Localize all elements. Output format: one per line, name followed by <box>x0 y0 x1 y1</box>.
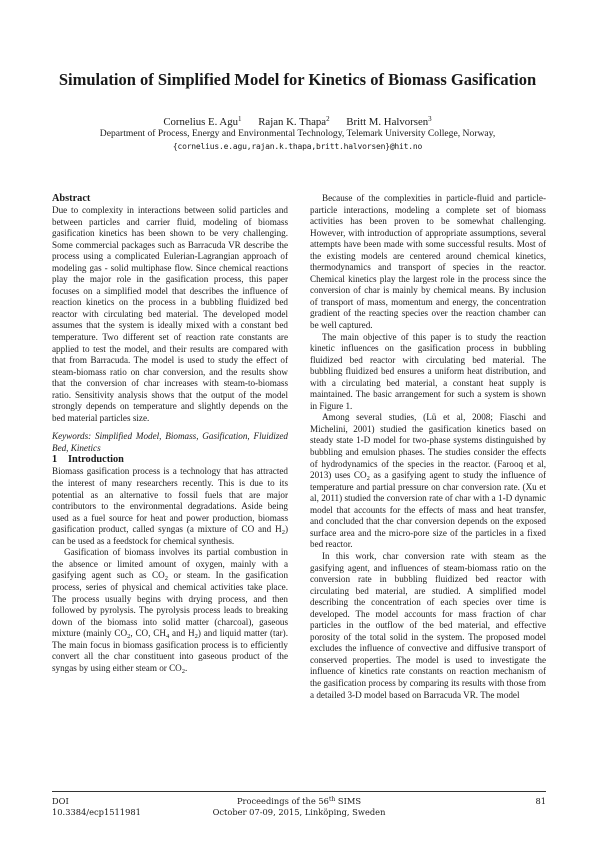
body-paragraph-4: In this work, char conversion rate with steam as the gasifying agent, and influences of steam-biomass ratio on the conversion rate in bubbling fluidized bed reactor with circulating bed material, are studied. A simplified model describing the concentration of each species over time is developed. The model accounts for mass fraction of char particles in the outflow of the bed material, and effective porosity of the total solid in the system. The proposed model excludes the influence of convective and diffusive transport of conserved properties. The model is used to investigate the influence of kinetics rate constants on reaction mechanism of the gasification process by comparing its results with those from a detailed 3-D model based on Barracuda VR. The model <box>310 550 546 700</box>
page-footer <box>52 791 546 822</box>
keywords: Keywords: Simplified Model, Biomass, Gasification, Fluidized Bed, Kinetics <box>52 431 288 453</box>
author-3: Britt M. Halvorsen$^3$ <box>346 115 432 128</box>
section-heading-introduction: 1 Introduction <box>52 454 124 466</box>
author-2: Rajan K. Thapa$^2$ <box>258 115 330 128</box>
footer-proceedings: Proceedings of the 56th SIMS October 07-09, 2015, Linköping, Sweden <box>212 796 386 817</box>
body-paragraph-2: The main objective of this paper is to study the reaction kinetic influences on the gasification process in bubbling fluidized bed reactor with circulating bed material. The bubbling fluidized bed ensures a uniform heat distribution, and with a circulating bed material, a constant heat supply is maintained. The basic arrangement for such a system is shown in Figure 1. <box>310 331 546 411</box>
body-paragraph-3: Among several studies, (Lü et al, 2008; Fiaschi and Michelini, 2001) studied the gasification kinetics based on steady state 1-D model for two-phase systems distinguished by bubbling and emulsion phases. The studies consider the effects of hydrodynamics of the species in the reactor. (Farooq et al, 2013) uses $CO_2$ as a gasifying agent to study the influence of temperature and partial pressure on char conversion rate. (Xu et al, 2011) studied the conversion rate of char with a 1-D dynamic model that accounts for the effects of mass and heat transfer, and concluded that the char conversion depends on the exposed surface area and the micro-pore size of the particles in a fixed bed reactor. <box>310 412 546 550</box>
affiliation: Department of Process, Energy and Environmental Technology, Telemark University College, Norway, <box>99 128 496 139</box>
left-column <box>52 193 288 674</box>
author-list <box>20 115 575 129</box>
right-column <box>310 193 546 701</box>
abstract-text: Due to complexity in interactions between solid particles and between particles and carrier fluid, modeling of biomass gasification kinetics has been shown to be very challenging. Some commercial packages such as Barracuda VR describe the process using a complicated Eulerian-Lagrangian approach of modeling gas - solid multiphase flow. Since chemical reactions play the major role in the gasification process, this paper focuses on a simplified model that describes the influence of reaction kinetics on the process in a bubbling fluidized bed reactor with circulating bed material. The developed model assumes that the system is ideally mixed with a constant bed temperature. Two different set of reaction rate constants are applied to test the model, and their results are compared with that from Barracuda. The model is used to study the effect of steam-biomass ratio on char conversion, and the results show that the conversion of char increases with steam-to-biomass ratio. Sensitivity analysis shows that the output of the model strongly depends on temperature and slightly depends on the bed material particles size. <box>52 205 288 423</box>
intro-paragraph-1: Biomass gasification process is a technology that has attracted the interest of many researchers recently. This is due to its potential as an alternative to fossil fuels that are major contributors to the environmental degradations. Aside being used as a fuel source for heat and power production, biomass gasification product, called syngas (a mixture of CO and $H_2$) can be used as a feedstock for chemical synthesis. <box>52 466 288 546</box>
author-emails: {cornelius.e.agu,rajan.k.thapa,britt.halvorsen}@hit.no <box>172 142 423 151</box>
body-paragraph-1: Because of the complexities in particle-fluid and particle-particle interactions, modeling a complete set of biomass activities has been proven to be somewhat challenging. However, with introduction of appropriate assumptions, several attempts have been made with some successful results. Most of the existing models are centered around chemical kinetics, thermodynamics and transport of species in the reactor. Chemical kinetics play the largest role in the process since the conversion of char is mainly by chemical means. By inclusion of transport of mass, momentum and energy, the concentration gradient of the reacting species over the reaction chamber can be well captured. <box>310 193 546 331</box>
author-1: Cornelius E. Agu$^1$ <box>163 115 242 128</box>
intro-paragraph-2: Gasification of biomass involves its partial combustion in the absence or limited amount of oxygen, mainly with a gasifying agent such as $CO_2$ or steam. In the gasification process, series of physical and chemical activities take place. The process usually begins with drying process, and then followed by pyrolysis. The pyrolysis process leads to breaking down of the biomass into solid matter (charcoal), gaseous mixture (mainly $CO_2$, CO, $CH_4$ and $H_2$) and liquid matter (tar). The main focus in biomass gasification process is to efficiently convert all the char constituent into gaseous product of the syngas by using either steam or $CO_2$. <box>52 547 289 675</box>
footer-doi: DOI 10.3384/ecp1511981 <box>52 796 141 817</box>
paper-title: Simulation of Simplified Model for Kinetics of Biomass Gasification <box>58 70 537 89</box>
page-number: 81 <box>535 796 546 806</box>
abstract-heading: Abstract <box>52 193 91 204</box>
